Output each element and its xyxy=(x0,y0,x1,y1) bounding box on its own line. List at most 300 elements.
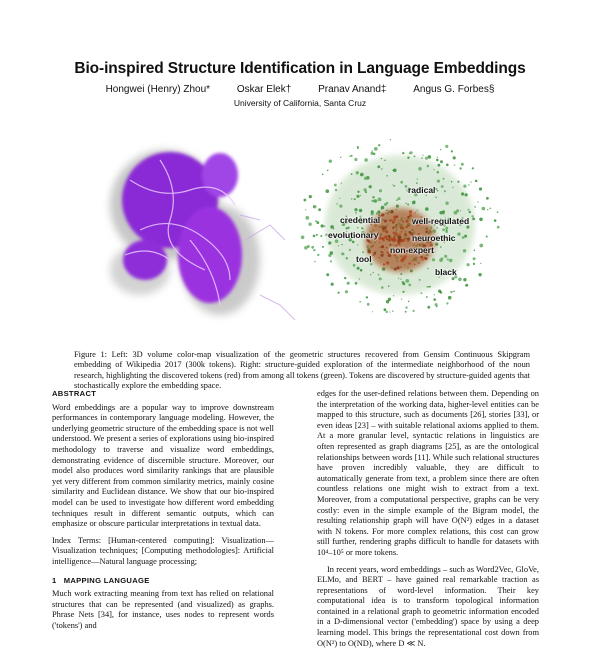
token-dot xyxy=(405,279,409,283)
token-dot xyxy=(437,171,439,173)
token-dot xyxy=(396,199,398,201)
token-dot xyxy=(331,283,334,286)
token-dot xyxy=(445,227,448,230)
discovered-token-dot xyxy=(381,245,384,248)
token-dot xyxy=(465,193,468,196)
token-dot xyxy=(433,169,434,170)
author-name: Pranav Anand‡ xyxy=(318,84,387,95)
token-dot xyxy=(446,229,448,231)
token-dot xyxy=(384,203,387,206)
token-dot xyxy=(479,187,482,190)
token-dot xyxy=(447,258,449,260)
discovered-token-dot xyxy=(400,228,401,229)
token-dot xyxy=(301,236,305,240)
discovered-token-dot xyxy=(392,238,396,242)
token-dot xyxy=(467,263,470,266)
token-dot xyxy=(367,303,370,306)
token-dot xyxy=(472,167,474,169)
token-dot xyxy=(371,200,373,202)
token-dot xyxy=(357,227,358,228)
graph-label: tool xyxy=(356,254,372,264)
token-dot xyxy=(341,183,342,184)
discovered-token-dot xyxy=(372,245,374,247)
token-dot xyxy=(360,173,364,177)
token-dot xyxy=(457,232,460,235)
discovered-token-dot xyxy=(382,227,385,230)
author-name: Oskar Elek† xyxy=(236,84,292,95)
token-dot xyxy=(427,165,430,168)
token-dot xyxy=(386,175,388,177)
token-dot xyxy=(478,273,481,276)
token-dot xyxy=(313,235,316,238)
discovered-token-dot xyxy=(407,216,409,218)
token-dot xyxy=(402,152,404,154)
token-dot xyxy=(372,272,374,274)
token-dot xyxy=(463,278,466,281)
discovered-token-dot xyxy=(379,257,380,258)
token-dot xyxy=(384,160,386,162)
token-dot xyxy=(435,188,437,190)
token-dot xyxy=(341,244,342,245)
discovered-token-dot xyxy=(387,251,390,254)
token-graph-image xyxy=(300,125,530,345)
token-dot xyxy=(351,198,352,199)
token-dot xyxy=(468,184,470,186)
token-dot xyxy=(405,306,407,308)
token-dot xyxy=(320,235,322,237)
token-dot xyxy=(414,156,416,158)
token-dot xyxy=(434,251,435,252)
token-dot xyxy=(409,152,411,154)
token-dot xyxy=(378,144,380,146)
token-dot xyxy=(443,178,445,180)
token-dot xyxy=(371,210,374,213)
token-dot xyxy=(434,294,435,295)
token-dot xyxy=(381,286,384,289)
token-dot xyxy=(314,261,316,263)
token-dot xyxy=(464,235,467,238)
token-dot xyxy=(444,190,446,192)
token-dot xyxy=(317,221,319,223)
token-dot xyxy=(339,198,340,199)
discovered-token-dot xyxy=(415,212,416,213)
token-dot xyxy=(452,277,455,280)
token-dot xyxy=(479,244,483,248)
graph-label: well-regulated xyxy=(412,216,470,226)
token-dot xyxy=(463,185,466,188)
token-dot xyxy=(432,258,435,261)
discovered-token-dot xyxy=(379,242,380,243)
discovered-token-dot xyxy=(384,220,387,223)
token-dot xyxy=(393,169,397,173)
token-dot xyxy=(486,236,488,238)
token-dot xyxy=(330,260,332,262)
discovered-token-dot xyxy=(394,268,397,271)
discovered-token-dot xyxy=(398,238,401,241)
discovered-token-dot xyxy=(387,212,389,214)
discovered-token-dot xyxy=(386,238,388,240)
token-dot xyxy=(446,164,449,167)
token-dot xyxy=(371,152,374,155)
token-dot xyxy=(442,228,445,231)
token-dot xyxy=(435,303,438,306)
token-dot xyxy=(470,181,471,182)
token-dot xyxy=(388,285,390,287)
token-dot xyxy=(357,267,360,270)
token-dot xyxy=(352,241,355,244)
token-dot xyxy=(451,150,453,152)
discovered-token-dot xyxy=(383,263,385,265)
token-dot xyxy=(417,178,418,179)
token-dot xyxy=(400,279,401,280)
discovered-token-dot xyxy=(383,214,385,216)
discovered-token-dot xyxy=(382,252,383,253)
discovered-token-dot xyxy=(405,238,407,240)
token-dot xyxy=(418,167,422,171)
discovered-token-dot xyxy=(389,240,390,241)
token-dot xyxy=(448,296,452,300)
token-dot xyxy=(427,306,430,309)
token-dot xyxy=(475,180,478,183)
discovered-token-dot xyxy=(367,250,371,254)
right-column xyxy=(317,389,539,655)
token-dot xyxy=(440,149,442,151)
token-dot xyxy=(445,145,448,148)
token-dot xyxy=(453,291,455,293)
discovered-token-dot xyxy=(386,261,389,264)
discovered-token-dot xyxy=(393,216,396,219)
discovered-token-dot xyxy=(382,238,384,240)
discovered-token-dot xyxy=(393,226,395,228)
token-dot xyxy=(372,311,373,312)
token-dot xyxy=(390,139,391,140)
paper-title: Bio-inspired Structure Identification in Language Embeddings xyxy=(74,60,526,77)
token-dot xyxy=(473,263,475,265)
token-dot xyxy=(435,243,438,246)
token-dot xyxy=(463,249,466,252)
token-dot xyxy=(354,198,356,200)
token-dot xyxy=(393,295,394,296)
token-dot xyxy=(482,207,486,211)
token-dot xyxy=(356,171,359,174)
token-dot xyxy=(436,227,438,229)
token-dot xyxy=(405,185,408,188)
abstract-heading: ABSTRACT xyxy=(52,389,97,398)
token-dot xyxy=(417,210,418,211)
token-dot xyxy=(366,296,368,298)
token-dot xyxy=(317,254,319,256)
token-dot xyxy=(367,176,370,179)
token-dot xyxy=(487,209,488,210)
body-paragraph: In recent years, word embeddings – such as Word2Vec, GloVe, ELMo, and BERT – have gained real remarkable traction as representations of word-level information. Their key computational idea is to transform topological information contained in a relational graph to geometric information encoded in a D-dimensional vector ('embedding') space by using a deep learning model. This brings the representational cost down from O(N²) to O(ND), where D ≪ N. xyxy=(317,564,539,648)
token-dot xyxy=(374,147,378,151)
token-dot xyxy=(348,227,350,229)
token-dot xyxy=(384,308,387,311)
token-dot xyxy=(309,195,312,198)
token-dot xyxy=(444,255,447,258)
token-dot xyxy=(451,181,453,183)
token-dot xyxy=(428,155,432,159)
discovered-token-dot xyxy=(407,240,409,242)
token-dot xyxy=(396,205,399,208)
token-dot xyxy=(457,181,459,183)
token-dot xyxy=(437,180,440,183)
token-dot xyxy=(340,157,341,158)
token-dot xyxy=(386,311,388,313)
token-dot xyxy=(370,274,371,275)
section-text: Much work extracting meaning from text has relied on relational structures that can be represented (and visualized) as graphs. Phrase Nets [34], for instance, uses nodes to represent words ('tokens') and xyxy=(52,589,274,630)
graph-label: evolutionary xyxy=(328,230,379,240)
token-dot xyxy=(402,282,405,285)
token-dot xyxy=(355,212,357,214)
token-dot xyxy=(381,209,382,210)
token-dot xyxy=(425,207,429,211)
discovered-token-dot xyxy=(400,267,401,268)
token-dot xyxy=(472,218,475,221)
token-dot xyxy=(339,205,342,208)
token-dot xyxy=(474,250,476,252)
token-dot xyxy=(460,167,462,169)
token-dot xyxy=(440,160,443,163)
discovered-token-dot xyxy=(373,254,375,256)
discovered-token-dot xyxy=(384,236,387,239)
token-dot xyxy=(438,164,441,167)
token-dot xyxy=(468,209,470,211)
discovered-token-dot xyxy=(397,266,400,269)
token-dot xyxy=(450,291,452,293)
discovered-token-dot xyxy=(414,264,416,266)
token-dot xyxy=(401,298,402,299)
token-dot xyxy=(445,202,448,205)
index-terms-text: [Human-centered computing]: Visualization—Visualization techniques; [Computing methodologies]: Artificial intelligence—Natural language processing; xyxy=(52,535,274,566)
token-dot xyxy=(378,198,382,202)
token-dot xyxy=(452,187,453,188)
token-dot xyxy=(353,264,356,267)
discovered-token-dot xyxy=(388,235,391,238)
token-dot xyxy=(327,170,329,172)
token-dot xyxy=(362,251,364,253)
discovered-token-dot xyxy=(381,254,384,257)
token-dot xyxy=(400,181,403,184)
token-dot xyxy=(402,291,404,293)
token-dot xyxy=(449,259,453,263)
token-dot xyxy=(334,184,337,187)
token-dot xyxy=(359,278,360,279)
token-dot xyxy=(473,257,476,260)
discovered-token-dot xyxy=(406,220,409,223)
token-dot xyxy=(392,184,393,185)
discovered-token-dot xyxy=(429,230,431,232)
token-dot xyxy=(347,282,350,285)
left-column xyxy=(52,389,274,637)
token-dot xyxy=(389,311,390,312)
token-dot xyxy=(371,150,372,151)
discovered-token-dot xyxy=(405,233,408,236)
token-dot xyxy=(338,292,340,294)
token-dot xyxy=(349,155,351,157)
index-terms-label: Index Terms: xyxy=(52,535,102,545)
token-dot xyxy=(398,197,401,200)
token-dot xyxy=(359,209,362,212)
token-dot xyxy=(307,245,310,248)
volume-render-image xyxy=(70,120,310,335)
token-dot xyxy=(355,282,358,285)
discovered-token-dot xyxy=(416,257,418,259)
token-dot xyxy=(426,296,428,298)
discovered-token-dot xyxy=(399,233,401,235)
discovered-token-dot xyxy=(406,225,409,228)
discovered-token-dot xyxy=(401,256,402,257)
discovered-token-dot xyxy=(390,210,393,213)
token-dot xyxy=(369,185,372,188)
token-dot xyxy=(360,269,363,272)
token-dot xyxy=(441,257,444,260)
discovered-token-dot xyxy=(402,240,404,242)
token-dot xyxy=(480,263,481,264)
token-dot xyxy=(316,234,318,236)
token-dot xyxy=(408,284,411,287)
token-dot xyxy=(305,209,306,210)
token-dot xyxy=(379,212,381,214)
token-dot xyxy=(363,188,366,191)
token-dot xyxy=(405,203,407,205)
token-dot xyxy=(479,218,483,222)
discovered-token-dot xyxy=(396,224,398,226)
token-dot xyxy=(421,292,423,294)
token-dot xyxy=(435,197,437,199)
discovered-token-dot xyxy=(388,239,389,240)
token-dot xyxy=(497,226,500,229)
affiliation: University of California, Santa Cruz xyxy=(233,98,367,108)
token-dot xyxy=(436,159,439,162)
token-dot xyxy=(486,197,489,200)
discovered-token-dot xyxy=(386,247,388,249)
token-dot xyxy=(456,209,459,212)
figure-caption: Figure 1: Left: 3D volume color-map visualization of the geometric structures recovered from Gensim Continuous Skipgram embedding of Wikipedia 2017 (300k tokens). Right: structure-guided exploration of the intermediate neighborhood of the noun research, highlighting the discovered tokens (red) from among all tokens (green). Tokens are discovered by structure-guided agents that stochastically explore the embedding space. xyxy=(74,350,530,391)
token-dot xyxy=(428,286,430,288)
token-dot xyxy=(379,277,382,280)
graph-label: neurоethic xyxy=(412,233,456,243)
token-dot xyxy=(460,210,461,211)
discovered-token-dot xyxy=(409,210,412,213)
token-dot xyxy=(494,219,497,222)
token-dot xyxy=(400,273,402,275)
token-dot xyxy=(345,290,348,293)
token-dot xyxy=(364,158,368,162)
token-dot xyxy=(438,290,441,293)
token-dot xyxy=(324,225,326,227)
token-dot xyxy=(359,301,361,303)
discovered-token-dot xyxy=(389,220,391,222)
token-dot xyxy=(422,155,423,156)
token-dot xyxy=(497,211,499,213)
discovered-token-dot xyxy=(403,221,405,223)
token-dot xyxy=(360,195,361,196)
token-dot xyxy=(304,199,307,202)
token-dot xyxy=(349,249,351,251)
token-dot xyxy=(442,210,445,213)
token-dot xyxy=(461,163,464,166)
discovered-token-dot xyxy=(422,259,424,261)
discovered-token-dot xyxy=(382,230,384,232)
token-dot xyxy=(437,157,438,158)
token-dot xyxy=(462,236,465,239)
token-dot xyxy=(379,189,382,192)
discovered-token-dot xyxy=(385,230,388,233)
token-dot xyxy=(328,254,331,257)
token-dot xyxy=(440,246,442,248)
token-dot xyxy=(326,189,330,193)
token-dot xyxy=(313,206,315,208)
token-dot xyxy=(322,174,324,176)
token-dot xyxy=(461,192,464,195)
index-terms xyxy=(52,536,274,568)
token-dot xyxy=(344,277,346,279)
token-dot xyxy=(318,208,321,211)
token-dot xyxy=(356,195,359,198)
token-dot xyxy=(336,203,338,205)
discovered-token-dot xyxy=(400,236,402,238)
token-dot xyxy=(329,160,332,163)
token-dot xyxy=(454,164,455,165)
discovered-token-dot xyxy=(402,257,405,260)
token-dot xyxy=(354,208,357,211)
token-dot xyxy=(351,173,353,175)
token-dot xyxy=(326,273,329,276)
author-list xyxy=(0,84,600,95)
abstract-text: Word embeddings are a popular way to improve downstream performances in contemporary language modeling. However, the underlying geometric structure of the embedding space is not well understood. We present a series of explorations using bio-inspired methodology to traverse and visualize word embeddings, demonstrating evidence of discernible structure. Moreover, our model also produces word similarity rankings that are plausible yet very different from common similarity metrics, mainly cosine similarity and Euclidean distance. We show that our bio-inspired model can be used to investigate how different word embedding techniques result in different semantic outputs, which can emphasize or obscure particular interpretations in textual data. xyxy=(52,402,274,529)
author-name: Hongwei (Henry) Zhou* xyxy=(105,84,211,95)
discovered-token-dot xyxy=(423,257,425,259)
token-dot xyxy=(421,157,422,158)
token-dot xyxy=(374,199,377,202)
token-dot xyxy=(398,278,399,279)
body-paragraph: edges for the user-defined relations between them. Depending on the interpretation of the working data, higher-level entities can be mapped to this structure, such as documents [26], stories [33], or even ideas [23] – with suitable relational axioms applied to them. At a more granular level, syntactic relations in linguistics are often represented as graph diagrams [25], as are the ontological relationships between words [11]. While such relational structures have proven incredibly valuable, they are difficult to automatically generate from text, a problem since there are often countless relations one might wish to extract from a text. Moreover, from a computational perspective, graphs can be very costly: even in the simple example of the Bigram model, the resulting relationship graph will have O(N²) edges in a dataset with N tokens. For more complex relations, this cost can grow still further, rendering graphs difficult to handle for datasets with 10⁴–10⁵ or more tokens. xyxy=(317,389,539,557)
token-dot xyxy=(346,257,348,259)
discovered-token-dot xyxy=(418,262,419,263)
discovered-token-dot xyxy=(390,255,391,256)
discovered-token-dot xyxy=(394,235,396,237)
token-dot xyxy=(377,165,380,168)
token-dot xyxy=(469,211,471,213)
graph-label: credential xyxy=(340,215,381,225)
token-dot xyxy=(357,244,358,245)
token-dot xyxy=(416,182,418,184)
token-dot xyxy=(408,301,410,303)
token-dot xyxy=(446,302,448,304)
token-dot xyxy=(381,158,382,159)
token-dot xyxy=(338,245,339,246)
token-dot xyxy=(321,224,324,227)
token-dot xyxy=(407,203,409,205)
token-dot xyxy=(419,279,421,281)
token-dot xyxy=(372,196,374,198)
token-dot xyxy=(405,311,407,313)
token-dot xyxy=(305,216,309,220)
discovered-token-dot xyxy=(401,231,403,233)
discovered-token-dot xyxy=(420,256,423,259)
section-heading: 1 MAPPING LANGUAGE xyxy=(52,575,150,585)
token-dot xyxy=(328,241,331,244)
discovered-token-dot xyxy=(408,262,410,264)
token-dot xyxy=(471,215,473,217)
token-dot xyxy=(386,300,389,303)
token-dot xyxy=(354,158,357,161)
token-dot xyxy=(378,274,380,276)
token-dot xyxy=(425,157,428,160)
token-dot xyxy=(458,278,462,282)
discovered-token-dot xyxy=(380,251,382,253)
